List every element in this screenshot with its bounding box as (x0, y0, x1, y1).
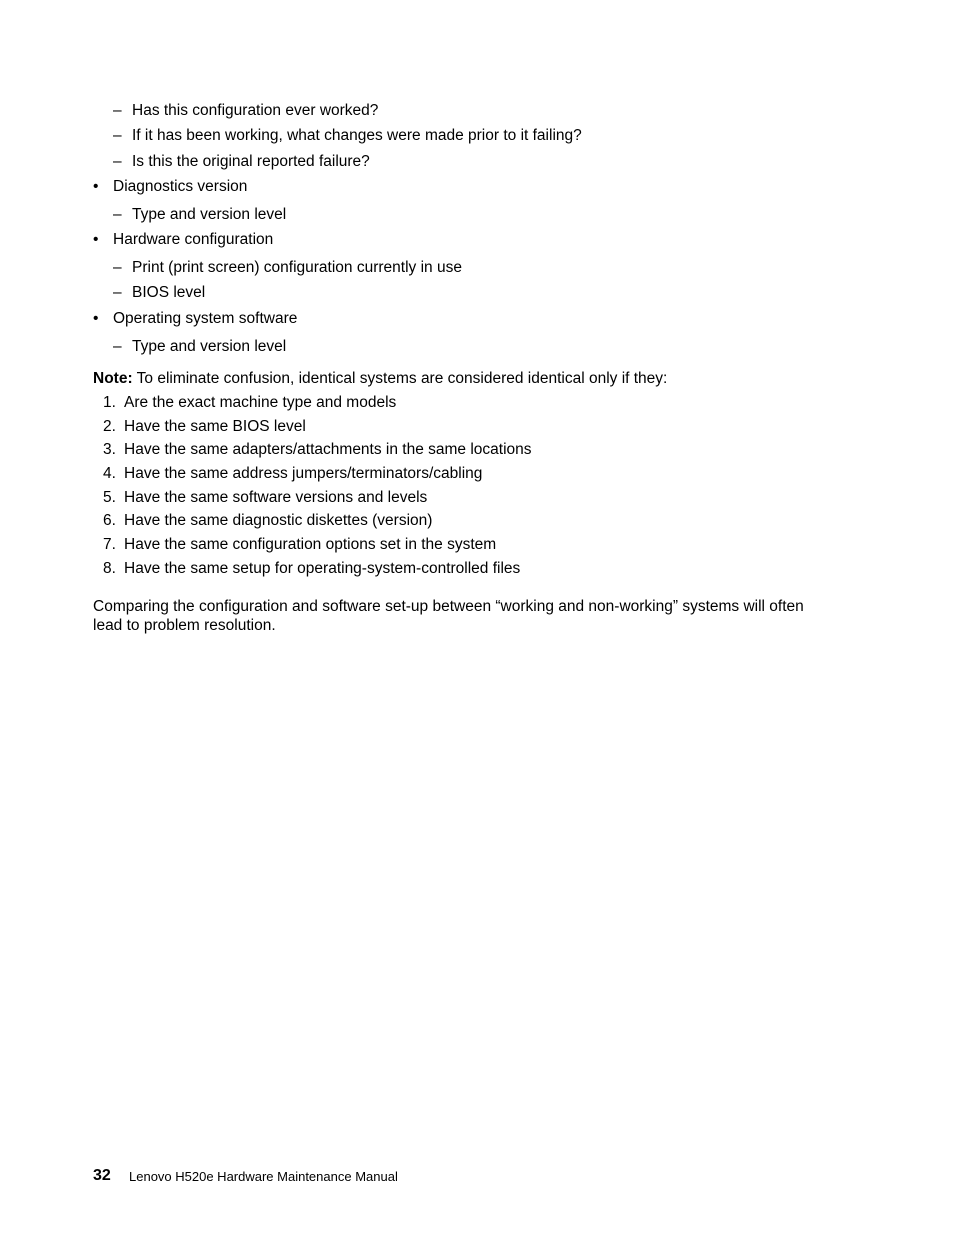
note-label: Note: (93, 370, 133, 387)
dash-marker: – (113, 153, 122, 170)
bullet-label: Diagnostics version (113, 178, 248, 195)
list-number: 1. (103, 394, 116, 411)
list-item (113, 152, 122, 172)
list-item: Are the exact machine type and models (124, 394, 397, 411)
list-item: Have the same adapters/attachments in the same locations (124, 441, 532, 458)
list-number: 3. (103, 441, 116, 458)
bullet-label: Operating system software (113, 310, 298, 327)
sub-item: Type and version level (132, 338, 287, 355)
question-item: Has this configuration ever worked? (132, 102, 379, 119)
list-item: Have the same configuration options set in the system (124, 536, 497, 553)
sub-item: BIOS level (132, 284, 206, 301)
note (93, 369, 667, 389)
dash-marker: – (113, 206, 122, 223)
list-number: 6. (103, 512, 116, 529)
list-item: Have the same setup for operating-system-controlled files (124, 560, 521, 577)
list-number: 7. (103, 536, 116, 553)
list-number: 2. (103, 418, 116, 435)
list-item: Have the same BIOS level (124, 418, 306, 435)
sub-item: Print (print screen) configuration currently in use (132, 259, 462, 276)
dash-marker: – (113, 127, 122, 144)
question-item: If it has been working, what changes were made prior to it failing? (132, 127, 582, 144)
bullet-marker: • (93, 178, 99, 195)
question-item: Is this the original reported failure? (132, 153, 370, 170)
dash-marker: – (113, 259, 122, 276)
list-item: Have the same address jumpers/terminators/cabling (124, 465, 483, 482)
list-item: Have the same software versions and levels (124, 489, 428, 506)
closing-paragraph: Comparing the configuration and software set-up between “working and non-working” systems will often lead to problem resolution. (93, 598, 804, 634)
dash-marker: – (113, 338, 122, 355)
note-text: To eliminate confusion, identical systems are considered identical only if they: (136, 370, 668, 387)
list-item (113, 126, 122, 146)
sub-item: Type and version level (132, 206, 287, 223)
list-number: 5. (103, 489, 116, 506)
bullet-marker: • (93, 231, 99, 248)
page-number: 32 (93, 1167, 111, 1184)
list-item: Have the same diagnostic diskettes (version) (124, 512, 433, 529)
manual-title: Lenovo H520e Hardware Maintenance Manual (129, 1169, 398, 1184)
bullet-marker: • (93, 310, 99, 327)
list-number: 4. (103, 465, 116, 482)
bullet-label: Hardware configuration (113, 231, 274, 248)
dash-marker: – (113, 102, 122, 119)
list-item (113, 101, 122, 121)
list-number: 8. (103, 560, 116, 577)
dash-marker: – (113, 284, 122, 301)
